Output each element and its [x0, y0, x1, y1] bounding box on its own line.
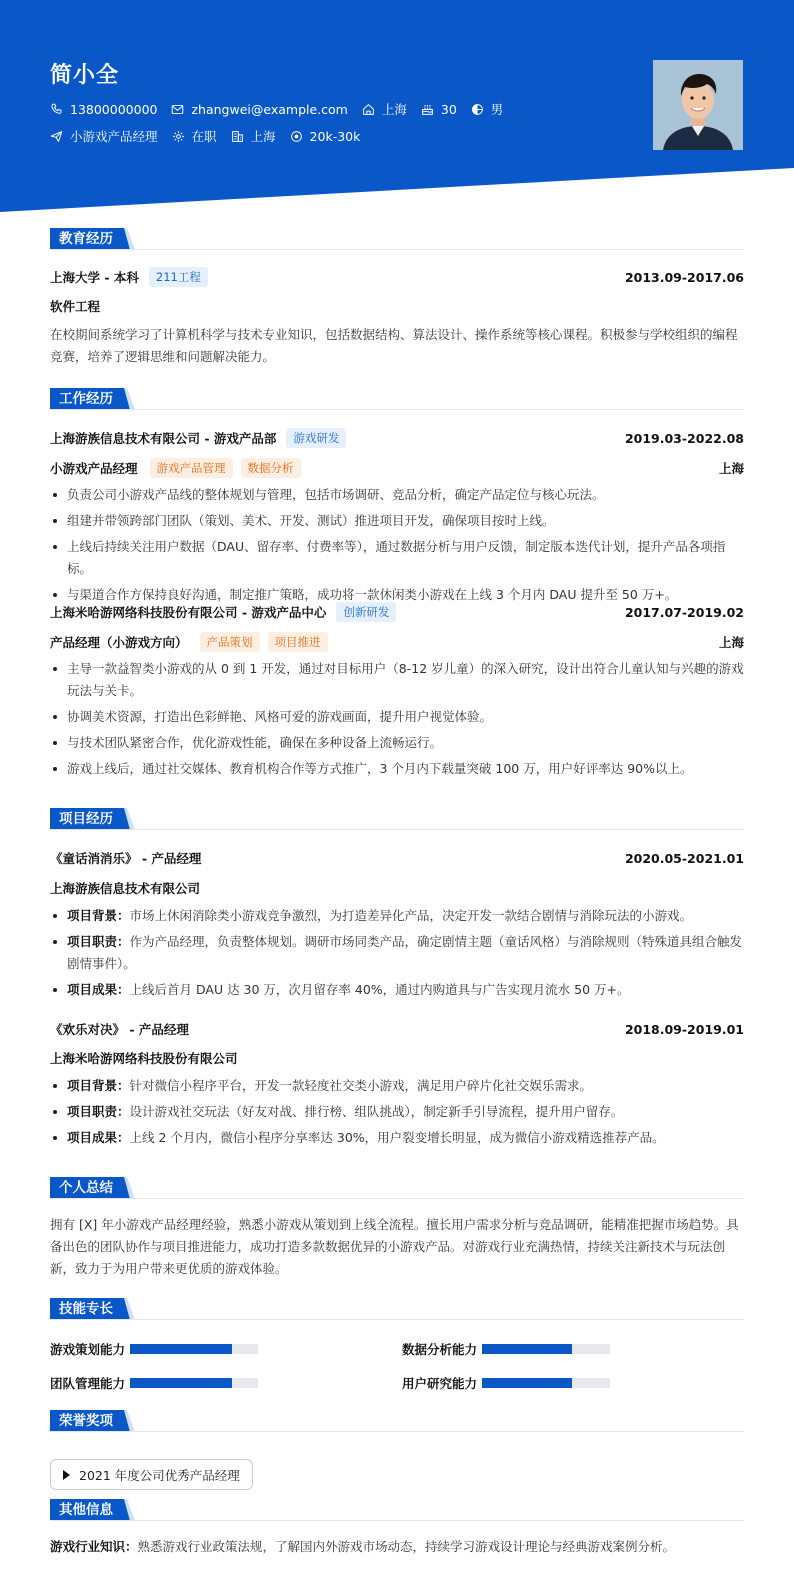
education-major-row — [50, 297, 744, 315]
list-item — [50, 979, 744, 1001]
section-tab-decoration — [121, 1499, 135, 1521]
item-text: 上线 2 个月内，微信小程序分享率达 30%，用户裂变增长明显，成为微信小游戏精选推荐产品。 — [129, 1130, 665, 1145]
role-tag: 数据分析 — [241, 458, 301, 478]
home-icon — [362, 103, 375, 116]
project-title: 《童话消消乐》 - 产品经理 — [50, 851, 202, 866]
section-project — [50, 808, 135, 830]
list-item: 组建并带领跨部门团队（策划、美术、开发、测试）推进项目开发，确保项目按时上线。 — [50, 510, 744, 532]
gender-item — [471, 100, 504, 118]
section-tab-decoration — [121, 1410, 135, 1432]
other-label: 游戏行业知识： — [50, 1539, 138, 1554]
cake-icon — [421, 103, 434, 116]
project-company-row — [50, 1049, 744, 1067]
contact-row — [50, 100, 517, 118]
work-role: 小游戏产品经理 — [50, 461, 138, 476]
hometown-item — [362, 100, 407, 118]
section-project-title: 项目经历 — [50, 808, 122, 830]
target-job-item — [50, 127, 158, 145]
list-item — [50, 1127, 744, 1149]
project-title: 《欢乐对决》 - 产品经理 — [50, 1022, 189, 1037]
job-intent-row — [50, 127, 374, 145]
gender-icon — [471, 103, 484, 116]
section-awards-title: 荣誉奖项 — [50, 1410, 122, 1432]
section-work — [50, 388, 135, 410]
project-date: 2020.05-2021.01 — [624, 850, 744, 866]
skill-label: 游戏策划能力 — [50, 1342, 126, 1357]
candidate-name: 简小全 — [50, 63, 120, 88]
skill-label: 数据分析能力 — [402, 1342, 478, 1357]
avatar — [653, 60, 743, 150]
city-item — [231, 127, 276, 145]
section-divider — [50, 1431, 744, 1432]
school-name: 上海大学 - 本科 — [50, 270, 139, 285]
education-description: 在校期间系统学习了计算机科学与技术专业知识，包括数据结构、算法设计、操作系统等核心课程。积极参与学校组织的编程竞赛，培养了逻辑思维和问题解决能力。 — [50, 327, 738, 364]
work-location: 上海 — [718, 635, 744, 650]
skill-item — [402, 1374, 610, 1392]
work-role-row — [50, 632, 744, 652]
section-awards — [50, 1410, 135, 1432]
list-item: 与技术团队紧密合作，优化游戏性能，确保在多种设备上流畅运行。 — [50, 732, 744, 754]
section-education-title: 教育经历 — [50, 228, 122, 250]
item-label: 项目背景： — [67, 1078, 130, 1093]
role-tag: 项目推进 — [268, 632, 328, 652]
section-other — [50, 1499, 135, 1521]
project-bullets — [50, 905, 744, 1005]
skill-label: 团队管理能力 — [50, 1376, 126, 1391]
section-education — [50, 228, 135, 250]
gender-text: 男 — [490, 102, 504, 117]
item-label: 项目职责： — [67, 1104, 130, 1119]
settings-icon — [172, 130, 185, 143]
section-other-title: 其他信息 — [50, 1499, 122, 1521]
section-divider — [50, 249, 744, 250]
item-text: 作为产品经理，负责整体规划。调研市场同类产品，确定剧情主题（童话风格）与消除规则（特殊道具组合触发剧情事件）。 — [67, 934, 743, 971]
skill-bar — [130, 1378, 258, 1388]
list-item — [50, 905, 744, 927]
work-bullets — [50, 658, 744, 784]
status-text: 在职 — [191, 129, 217, 144]
section-tab-decoration — [121, 1298, 135, 1320]
item-label: 项目职责： — [67, 934, 130, 949]
work-role: 产品经理（小游戏方向） — [50, 635, 188, 650]
role-tag: 产品策划 — [200, 632, 260, 652]
phone-icon — [50, 103, 63, 116]
section-divider — [50, 1319, 744, 1320]
project-date: 2018.09-2019.01 — [624, 1021, 744, 1037]
salary-icon — [290, 130, 303, 143]
section-tab-decoration — [121, 1177, 135, 1199]
skill-item — [50, 1374, 258, 1392]
mail-icon — [171, 103, 184, 116]
project-header — [50, 849, 744, 867]
list-item: 游戏上线后，通过社交媒体、教育机构合作等方式推广，3 个月内下载量突破 100 万，用户好评率达 90%以上。 — [50, 758, 744, 780]
phone-text: 13800000000 — [70, 101, 158, 117]
city-text: 上海 — [250, 129, 276, 144]
item-text: 上线后首月 DAU 达 30 万，次月留存率 40%，通过内购道具与广告实现月流水 50 万+。 — [129, 982, 630, 997]
skill-bar — [482, 1344, 610, 1354]
skill-bar-fill — [130, 1344, 232, 1354]
section-summary-title: 个人总结 — [50, 1177, 122, 1199]
work-date: 2017.07-2019.02 — [624, 604, 744, 620]
salary-text: 20k-30k — [309, 128, 361, 144]
section-skills-title: 技能专长 — [50, 1298, 122, 1320]
other-info — [50, 1536, 744, 1558]
section-tab-decoration — [121, 808, 135, 830]
skill-bar — [130, 1344, 258, 1354]
skill-item — [402, 1340, 610, 1358]
hometown-text: 上海 — [381, 102, 407, 117]
section-summary — [50, 1177, 135, 1199]
project-company: 上海米哈游网络科技股份有限公司 — [50, 1051, 238, 1066]
section-tab-decoration — [121, 228, 135, 250]
project-bullets — [50, 1075, 744, 1153]
work-tag: 创新研发 — [336, 602, 396, 622]
salary-item — [290, 129, 361, 144]
item-label: 项目成果： — [67, 982, 130, 997]
work-bullets — [50, 484, 744, 610]
other-text: 熟悉游戏行业政策法规，了解国内外游戏市场动态，持续学习游戏设计理论与经典游戏案例分析。 — [137, 1539, 676, 1554]
profile-photo — [653, 60, 743, 150]
summary-text: 拥有 [X] 年小游戏产品经理经验，熟悉小游戏从策划到上线全流程。擅长用户需求分析与竞品调研，能精准把握市场趋势。具备出色的团队协作与项目推进能力，成功打造多款数据优异的小游戏产品。对游戏行业充满热情，持续关注新技术与玩法创新，致力于为用户带来更优质的游戏体验。 — [50, 1217, 739, 1276]
item-label: 项目成果： — [67, 1130, 130, 1145]
work-location: 上海 — [718, 461, 744, 476]
section-work-title: 工作经历 — [50, 388, 122, 410]
work-company: 上海游族信息技术有限公司 - 游戏产品部 — [50, 431, 277, 446]
list-item — [50, 1101, 744, 1123]
section-divider — [50, 1198, 744, 1199]
work-company: 上海米哈游网络科技股份有限公司 - 游戏产品中心 — [50, 605, 327, 620]
work-header — [50, 428, 744, 448]
list-item — [50, 931, 744, 975]
section-divider — [50, 1520, 744, 1521]
list-item: 协调美术资源，打造出色彩鲜艳、风格可爱的游戏画面，提升用户视觉体验。 — [50, 706, 744, 728]
section-divider — [50, 409, 744, 410]
skill-bar-fill — [130, 1378, 232, 1388]
section-tab-decoration — [121, 388, 135, 410]
list-item: 负责公司小游戏产品线的整体规划与管理，包括市场调研、竞品分析，确定产品定位与核心玩法。 — [50, 484, 744, 506]
project-company: 上海游族信息技术有限公司 — [50, 881, 201, 896]
award-label: 2021 年度公司优秀产品经理 — [79, 1467, 240, 1483]
status-item — [172, 127, 217, 145]
skill-bar-fill — [482, 1378, 572, 1388]
list-item: 主导一款益智类小游戏的从 0 到 1 开发，通过对目标用户（8-12 岁儿童）的深入研究，设计出符合儿童认知与兴趣的游戏玩法与关卡。 — [50, 658, 744, 702]
skill-bar-fill — [482, 1344, 572, 1354]
project-company-row — [50, 879, 744, 897]
skill-label: 用户研究能力 — [402, 1376, 478, 1391]
work-header — [50, 602, 744, 622]
item-label: 项目背景： — [67, 908, 130, 923]
education-date: 2013.09-2017.06 — [624, 269, 744, 285]
building-icon — [231, 130, 244, 143]
item-text: 市场上休闲消除类小游戏竞争激烈，为打造差异化产品，决定开发一款结合剧情与消除玩法的小游戏。 — [129, 908, 693, 923]
phone-item — [50, 102, 157, 117]
email-item — [171, 102, 347, 117]
expand-triangle-icon — [63, 1470, 70, 1480]
age-text: 30 — [440, 101, 457, 117]
section-skills — [50, 1298, 135, 1320]
role-tag: 游戏产品管理 — [150, 458, 233, 478]
list-item: 与渠道合作方保持良好沟通，制定推广策略，成功将一款休闲类小游戏在上线 3 个月内 DAU 提升至 50 万+。 — [50, 584, 744, 606]
list-item: 上线后持续关注用户数据（DAU、留存率、付费率等），通过数据分析与用户反馈，制定版本迭代计划，提升产品各项指标。 — [50, 536, 744, 580]
work-role-row — [50, 458, 744, 478]
project-header — [50, 1020, 744, 1038]
award-item[interactable] — [50, 1459, 253, 1490]
skill-item — [50, 1340, 258, 1358]
education-header — [50, 267, 744, 287]
email-text: zhangwei@example.com — [191, 101, 348, 117]
school-tag: 211工程 — [149, 267, 208, 287]
list-item — [50, 1075, 744, 1097]
target-job-text: 小游戏产品经理 — [70, 129, 158, 144]
skill-bar — [482, 1378, 610, 1388]
age-item — [421, 102, 457, 117]
resume-header — [0, 0, 794, 212]
item-text: 设计游戏社交玩法（好友对战、排行榜、组队挑战），制定新手引导流程，提升用户留存。 — [129, 1104, 624, 1119]
item-text: 针对微信小程序平台，开发一款轻度社交类小游戏，满足用户碎片化社交娱乐需求。 — [129, 1078, 593, 1093]
work-date: 2019.03-2022.08 — [624, 430, 744, 446]
education-major: 软件工程 — [50, 299, 101, 314]
send-icon — [50, 130, 63, 143]
section-divider — [50, 829, 744, 830]
work-tag: 游戏研发 — [286, 428, 346, 448]
